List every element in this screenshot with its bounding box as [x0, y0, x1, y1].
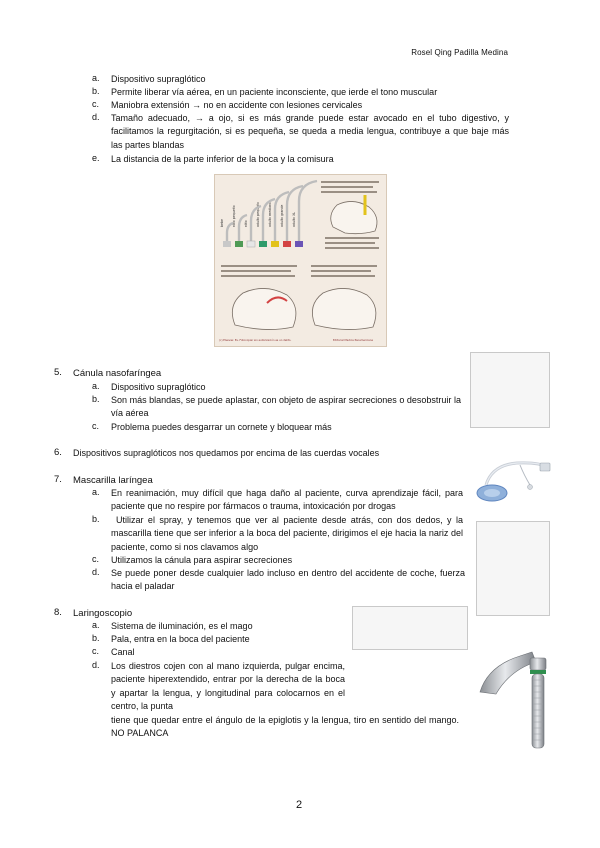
- airway-flanges: [223, 241, 303, 247]
- size-label: adulto mediano: [268, 202, 272, 227]
- list-marker: d.: [92, 112, 100, 122]
- list-item: Problema puedes desgarrar un cornete y bloquear más: [111, 422, 332, 432]
- list-item: Utilizamos la cánula para aspirar secreciones: [111, 555, 293, 565]
- section-title: Laringoscopio: [73, 608, 133, 619]
- list-marker: c.: [92, 554, 100, 564]
- header-author: Rosel Qing Padilla Medina: [411, 48, 508, 57]
- list-item: Maniobra extensión → no en accidente con lesiones cervicales: [111, 100, 363, 110]
- list-marker: a.: [92, 487, 100, 497]
- size-label: adulto grande: [280, 204, 284, 227]
- airway-figure: [214, 174, 387, 347]
- section-title: Mascarilla laríngea: [73, 475, 153, 486]
- list-item: Dispositivo supraglótico: [111, 382, 206, 392]
- list-item: Tamaño adecuado, → a ojo, si es más grande puede estar avocado en el tubo digestivo, y facilitamos la regurgitación, si es pequeña, se queda a media lengua, contribuye a que baje más las partes blandas: [111, 113, 509, 150]
- size-label: niño: [244, 220, 248, 227]
- list-marker: c.: [92, 646, 100, 656]
- list-item: Son más blandas, se puede aplastar, con objeto de aspirar secreciones o desobstruir la vía aérea: [111, 395, 461, 419]
- image-placeholder: [352, 606, 468, 650]
- figure-caption-left: (c) Elsevier. Es. Fotocopiar sin autorización es un delito.: [219, 339, 292, 342]
- section-title: Cánula nasofaríngea: [73, 368, 162, 379]
- list-item: Los diestros cojen con al mano izquierda, pulgar encima, paciente hiperextendido, entrar por la derecha de la boca y apartar la lengua, y longitudinal para colocarnos en el centro, la punta: [111, 661, 345, 712]
- section-number: 5.: [54, 367, 62, 378]
- section-number: 7.: [54, 474, 62, 485]
- laryngeal-mask-image: [472, 455, 556, 505]
- size-label: niño pequeño: [232, 205, 236, 227]
- list-marker: b.: [92, 394, 100, 404]
- list-marker: d.: [92, 660, 100, 670]
- laryngoscope-image: [474, 648, 556, 752]
- list-marker: a.: [92, 381, 100, 391]
- figure-caption-right: Editorial Medica Panamericana: [333, 339, 374, 342]
- image-placeholder: [470, 352, 550, 428]
- list-marker: b.: [92, 86, 100, 96]
- list-marker: c.: [92, 421, 100, 431]
- list-item: Permite liberar vía aérea, en un paciente inconsciente, que ierde el tono muscular: [111, 87, 438, 97]
- list-marker: c.: [92, 99, 100, 109]
- list-item: En reanimación, muy difícil que haga daño al paciente, curva aprendizaje fácil, para paciente que no respire por fármacos o trauma, intoxicación por drogas: [111, 488, 463, 512]
- section-title: Dispositivos supraglóticos nos quedamos por encima de las cuerdas vocales: [73, 448, 380, 458]
- list-item: Pala, entra en la boca del paciente: [111, 634, 250, 644]
- list-marker: a.: [92, 620, 100, 630]
- airway-figure-illustration: [215, 175, 386, 346]
- list-item: Dispositivo supraglótico: [111, 74, 206, 84]
- list-marker: b.: [92, 633, 100, 643]
- list-marker: e.: [92, 153, 100, 163]
- list-item: Utilizar el spray, y tenemos que ver al paciente desde atrás, con dos dedos, y la mascarilla tiene que ser inferior a la boca del paciente, dirigimos el eje hacia la nariz del paciente, como si nos clavamos algo: [111, 515, 463, 552]
- list-marker: b.: [92, 514, 100, 524]
- size-label: adulto pequeño: [256, 201, 260, 227]
- list-item-continuation: tiene que quedar entre el ángulo de la epiglotis y la lengua, tiro en sentido del mango. NO PALANCA: [111, 715, 459, 739]
- size-label: bebe: [220, 219, 224, 227]
- list-marker: a.: [92, 73, 100, 83]
- list-marker: d.: [92, 567, 100, 577]
- size-label: adulto XL: [292, 211, 296, 227]
- page-number: 2: [296, 799, 303, 811]
- image-placeholder: [476, 521, 550, 616]
- section-number: 8.: [54, 607, 62, 618]
- section-number: 6.: [54, 447, 62, 458]
- list-item: Canal: [111, 647, 135, 657]
- list-item: Se puede poner desde cualquier lado incluso en dentro del accidente de coche, fuerza hacia el paladar: [111, 568, 465, 592]
- list-item: La distancia de la parte inferior de la boca y la comisura: [111, 154, 334, 164]
- list-item: Sistema de iluminación, es el mago: [111, 621, 253, 631]
